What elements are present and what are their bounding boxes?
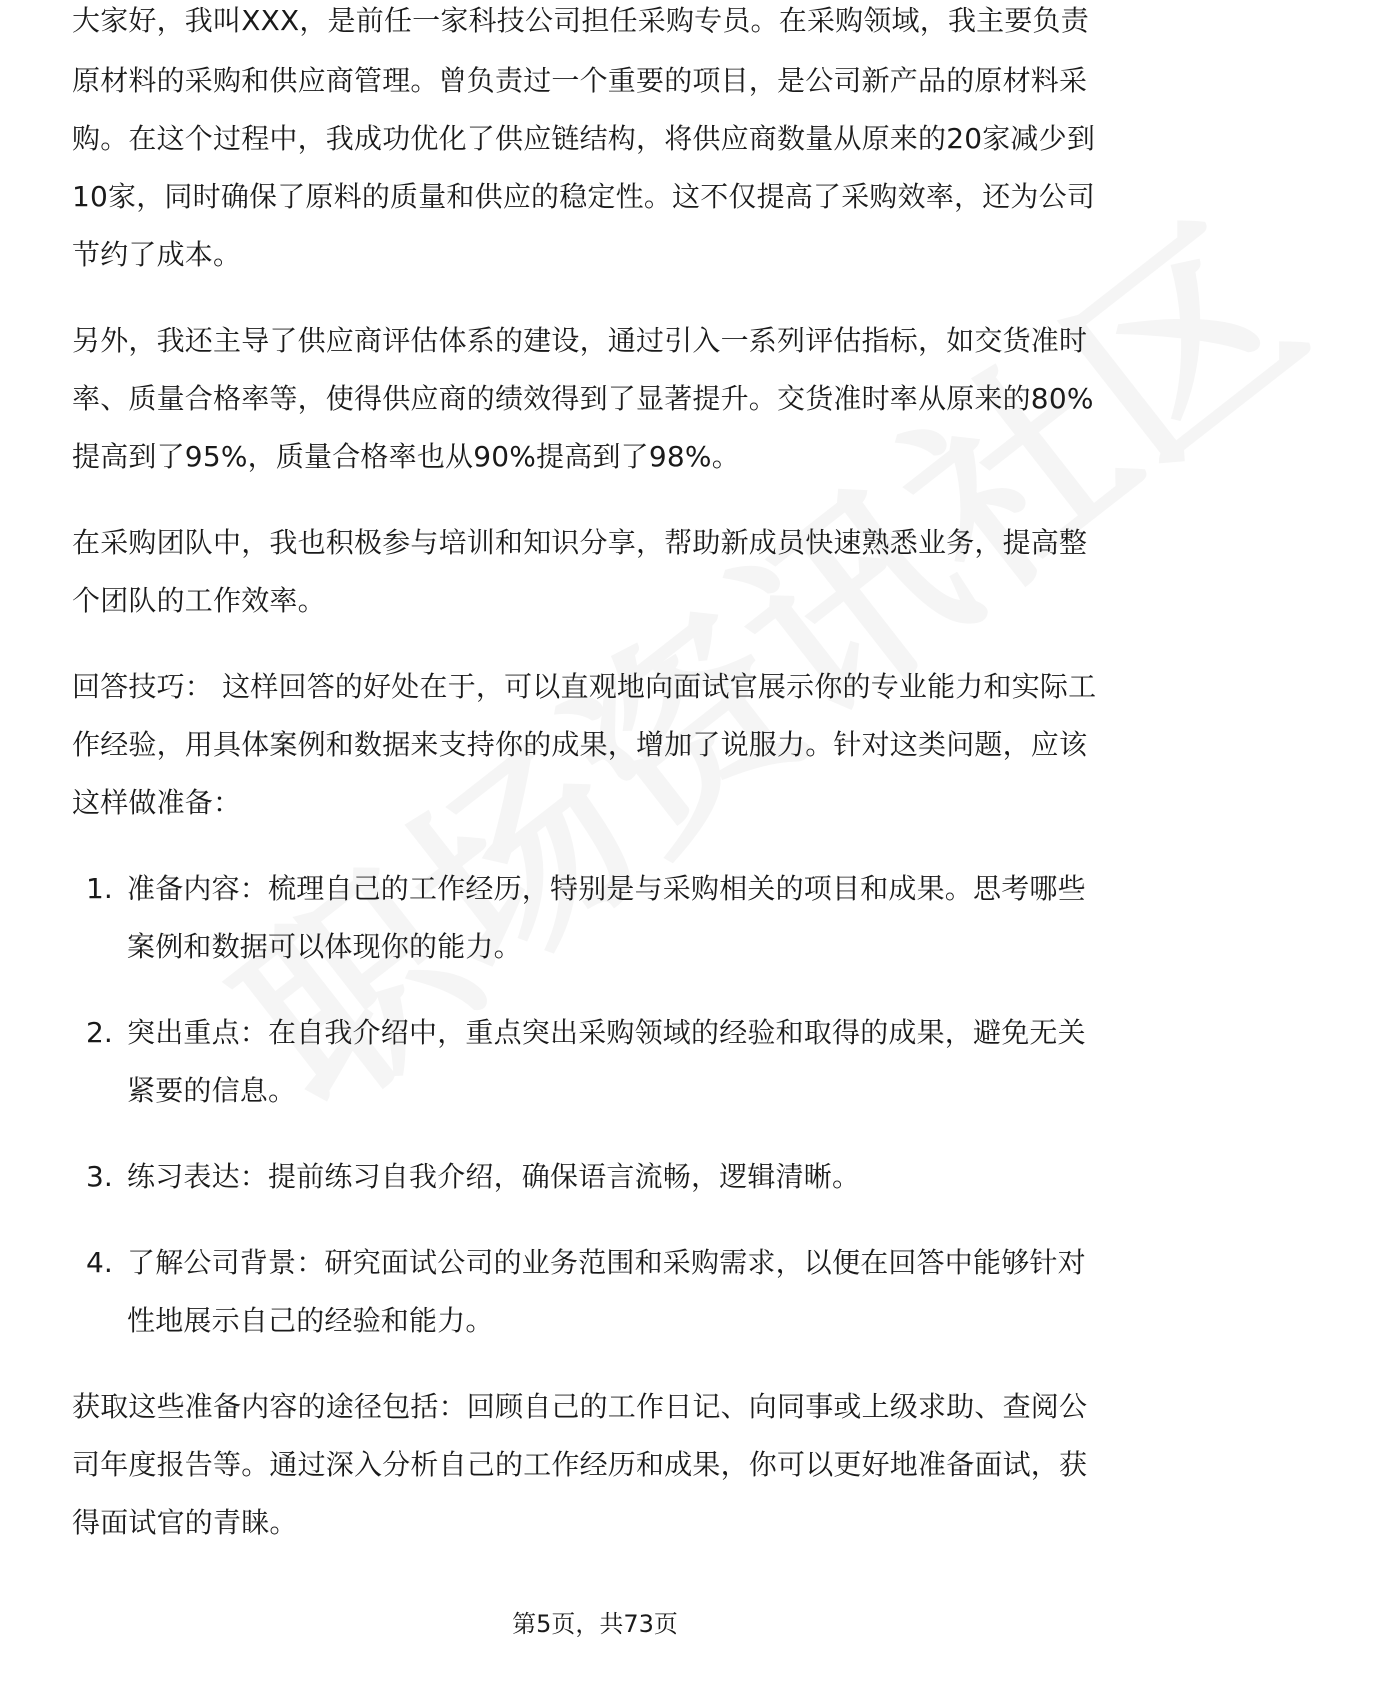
list-item bbox=[72, 1148, 1122, 1206]
list-item bbox=[72, 1004, 1122, 1120]
paragraph-closing bbox=[72, 1378, 1122, 1552]
paragraph-line: 在采购团队中，我也积极参与培训和知识分享，帮助新成员快速熟悉业务，提高整 bbox=[72, 526, 1088, 559]
list-line: 突出重点：在自我介绍中，重点突出采购领域的经验和取得的成果，避免无关 bbox=[127, 1016, 1086, 1049]
paragraph-project bbox=[72, 52, 1122, 284]
list-line: 准备内容：梳理自己的工作经历，特别是与采购相关的项目和成果。思考哪些 bbox=[127, 872, 1086, 905]
paragraph-answer-tips bbox=[72, 658, 1122, 832]
list-line: 了解公司背景：研究面试公司的业务范围和采购需求，以便在回答中能够针对 bbox=[127, 1246, 1086, 1279]
list-number: 3. bbox=[86, 1160, 113, 1193]
paragraph-line: 购。在这个过程中，我成功优化了供应链结构，将供应商数量从原来的20家减少到 bbox=[72, 122, 1096, 155]
paragraph-line: 10家，同时确保了原料的质量和供应的稳定性。这不仅提高了采购效率，还为公司 bbox=[72, 180, 1096, 213]
list-item bbox=[72, 860, 1122, 976]
list-number: 1. bbox=[86, 872, 113, 905]
list-line: 案例和数据可以体现你的能力。 bbox=[127, 930, 522, 963]
list-item bbox=[72, 1234, 1122, 1350]
paragraph-line: 原材料的采购和供应商管理。曾负责过一个重要的项目，是公司新产品的原材料采 bbox=[72, 64, 1088, 97]
paragraph-line: 获取这些准备内容的途径包括：回顾自己的工作日记、向同事或上级求助、查阅公 bbox=[72, 1390, 1088, 1423]
paragraph-line: 个团队的工作效率。 bbox=[72, 584, 326, 617]
list-line: 紧要的信息。 bbox=[127, 1074, 297, 1107]
partial-top-line: 大家好，我叫XXX，是前任一家科技公司担任采购专员。在采购领域，我主要负责 bbox=[72, 4, 1089, 37]
paragraph-line: 节约了成本。 bbox=[72, 238, 242, 271]
paragraph-line: 这样做准备： bbox=[72, 786, 242, 819]
paragraph-line: 回答技巧： 这样回答的好处在于，可以直观地向面试官展示你的专业能力和实际工 bbox=[72, 670, 1097, 703]
paragraph-line: 得面试官的青睐。 bbox=[72, 1506, 298, 1539]
paragraph-line: 司年度报告等。通过深入分析自己的工作经历和成果，你可以更好地准备面试，获 bbox=[72, 1448, 1088, 1481]
paragraph-line: 作经验，用具体案例和数据来支持你的成果，增加了说服力。针对这类问题，应该 bbox=[72, 728, 1088, 761]
paragraph-line: 另外，我还主导了供应商评估体系的建设，通过引入一系列评估指标，如交货准时 bbox=[72, 324, 1088, 357]
document-body bbox=[72, 4, 1122, 1552]
list-number: 2. bbox=[86, 1016, 113, 1049]
list-line: 性地展示自己的经验和能力。 bbox=[127, 1304, 494, 1337]
paragraph-evaluation bbox=[72, 312, 1122, 486]
list-number: 4. bbox=[86, 1246, 113, 1279]
list-line: 练习表达：提前练习自我介绍，确保语言流畅，逻辑清晰。 bbox=[127, 1160, 861, 1193]
paragraph-line: 率、质量合格率等，使得供应商的绩效得到了显著提升。交货准时率从原来的80% bbox=[72, 382, 1094, 415]
paragraph-line: 提高到了95%，质量合格率也从90%提高到了98%。 bbox=[72, 440, 740, 473]
paragraph-team bbox=[72, 514, 1122, 630]
page-number: 第5页，共73页 bbox=[512, 1610, 678, 1638]
